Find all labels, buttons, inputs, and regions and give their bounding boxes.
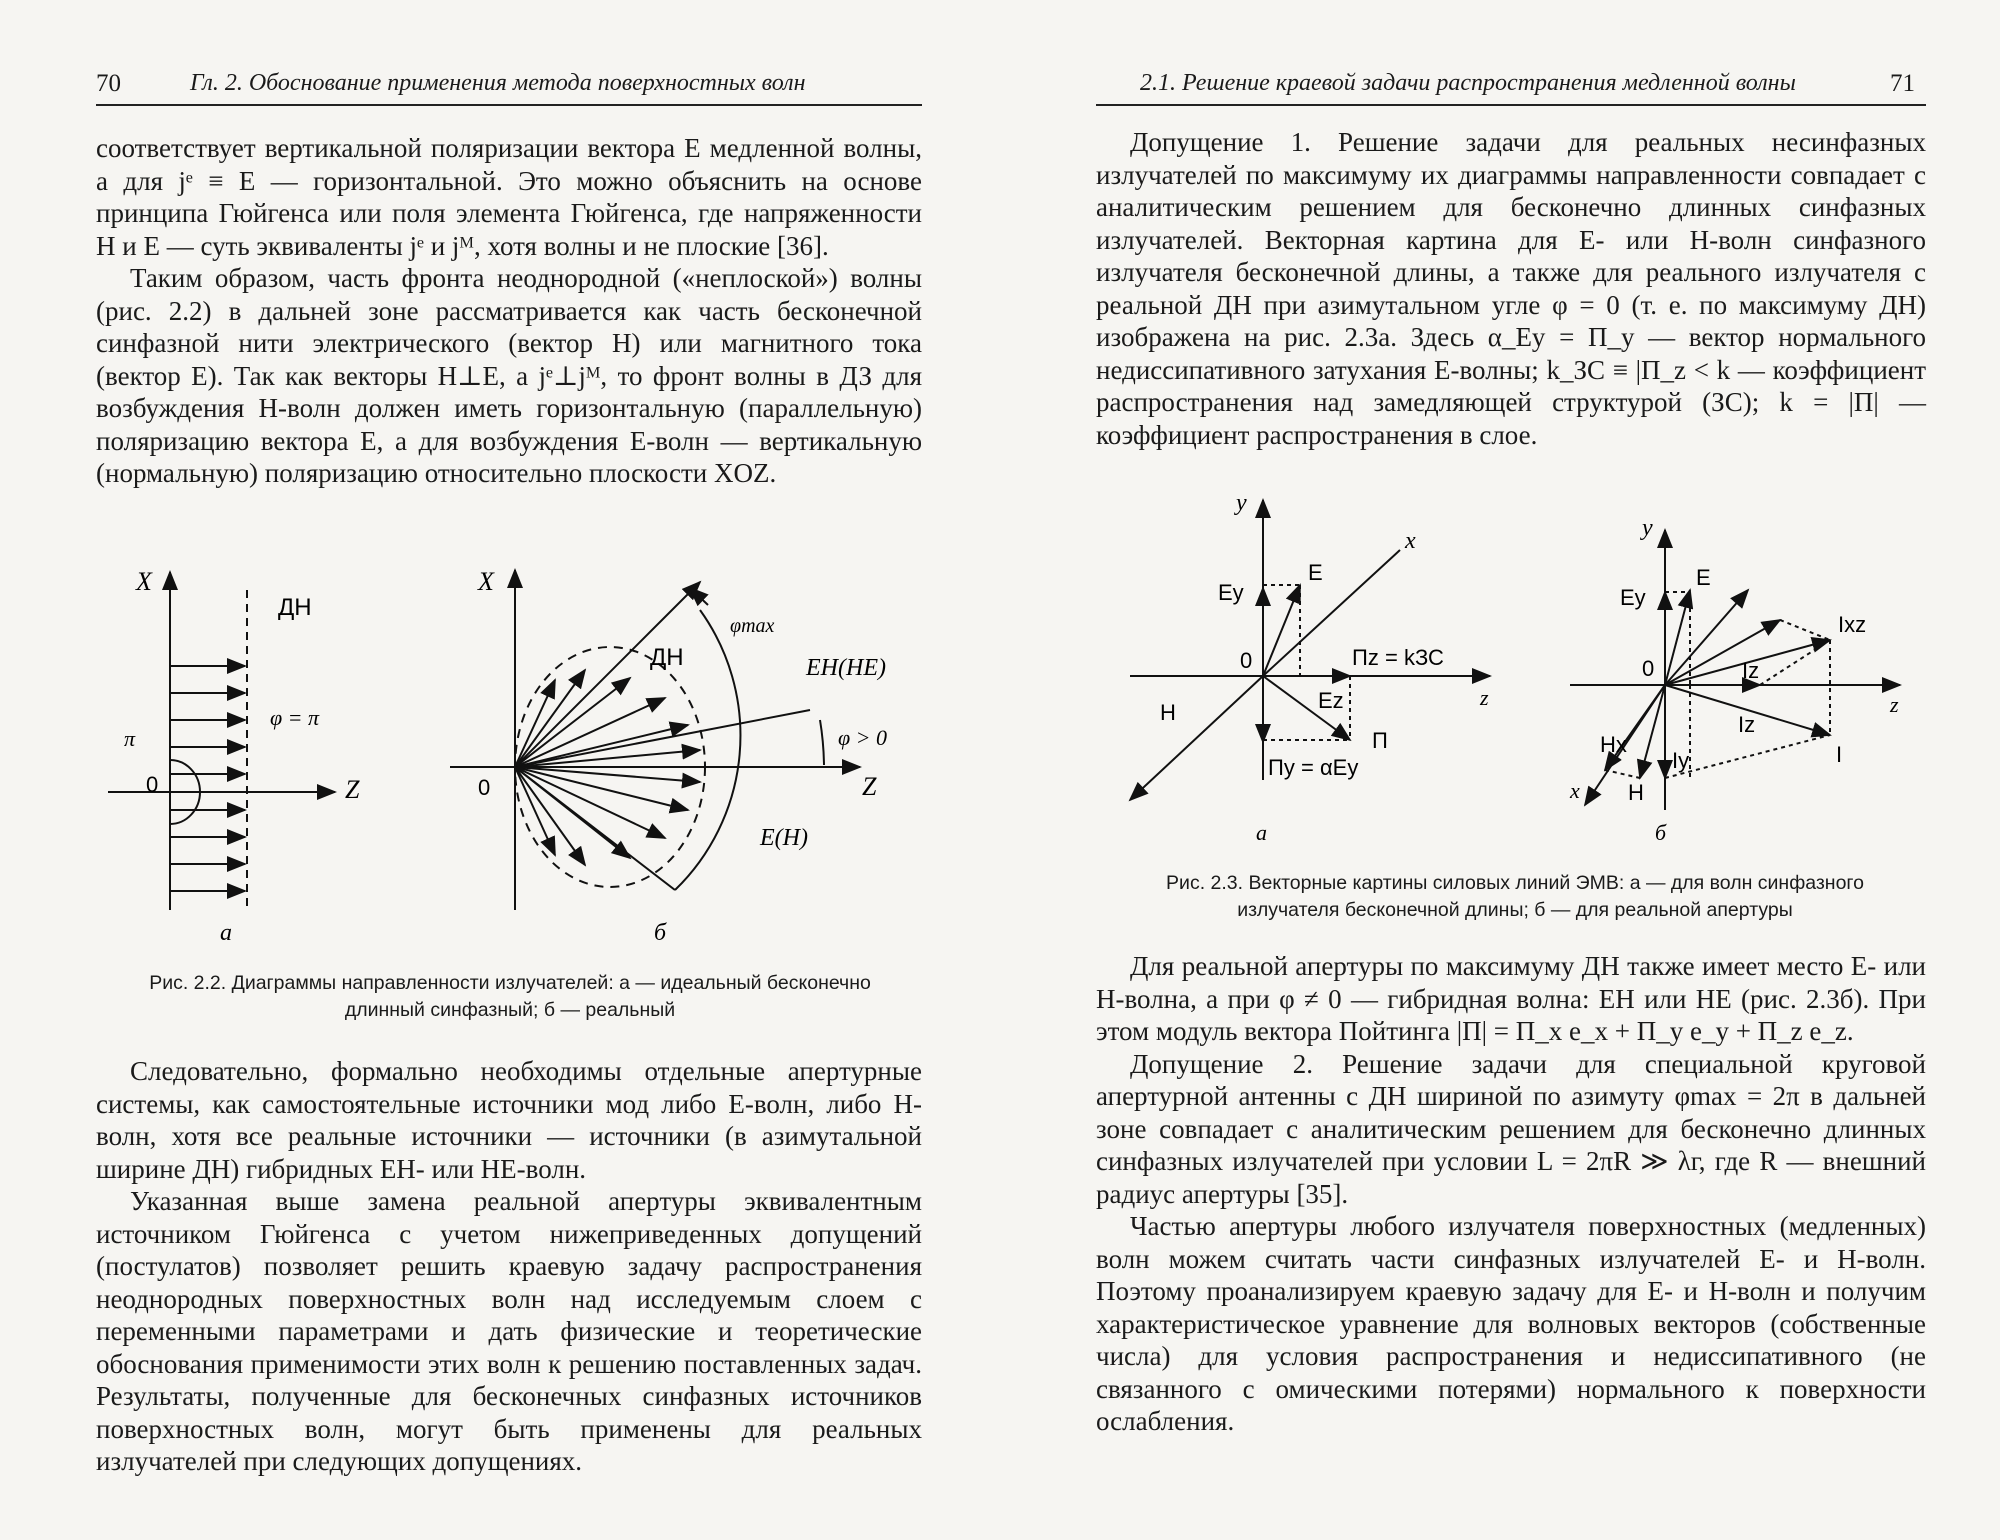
ehhe-ray [515, 710, 810, 767]
ehhe-label: EH(HE) [806, 655, 886, 681]
boundary-ray-upper [515, 582, 700, 767]
text-column-bottom [96, 1055, 922, 1478]
text-column-bottom [1096, 950, 1926, 1438]
page-number: 71 [1890, 70, 1915, 97]
eh-label: E(H) [760, 825, 808, 851]
paragraph: Частью апертуры любого излучателя поверхностных (медленных) волн можем считать части синфазных излучателей E- и H-волн. Поэтому проанализируем краевую задачу для E- и H-волн и получим характеристическое уравнение для волновых векторов (собственные числа) для условия распространения и недиссипативного (не связанного с омическими потерями) нормального к поверхности ослабления. [1096, 1211, 1926, 1436]
page-number: 70 [96, 70, 121, 97]
field-arrow [515, 680, 555, 767]
ey-label: Eу [1218, 580, 1244, 605]
hx-vector [1605, 685, 1665, 770]
paragraph: Таким образом, часть фронта неоднородной («неплоской») волны (рис. 2.2) в дальней зоне рассматривается как часть бесконечной синфазной нити электрического (вектор H) или магнитного тока (вектор E). Так как векторы H⊥E, а jᵉ⊥jᴹ, то фронт волны в ДЗ для возбуждения H-волн должен иметь горизонтальную (параллельную) поляризацию вектора E, а для возбуждения E-волн — вертикальную (нормальную) поляризацию относительно плоскости XOZ. [96, 263, 922, 488]
figure-caption [80, 970, 940, 1024]
figure-2-2-panel-b [450, 570, 860, 910]
iz-label: Iz [1742, 658, 1760, 683]
piz-label: Πz = kЗС [1352, 645, 1444, 670]
subfigure-label: б [654, 920, 667, 946]
origin-label: 0 [478, 775, 491, 800]
phimax-arc [675, 610, 740, 890]
running-header: Гл. 2. Обоснование применения метода поверхностных волн [190, 70, 806, 96]
y-axis-label: y [1642, 515, 1653, 541]
pi-label: π [124, 726, 136, 751]
dotted-guide [1780, 620, 1830, 640]
ixz-helper [1665, 620, 1780, 685]
h-label: H [1160, 700, 1176, 725]
caption-line: длинный синфазный; б — реальный [344, 999, 676, 1021]
e-label: E [1696, 565, 1711, 590]
paragraph: соответствует вертикальной поляризации вектора E медленной волны, а для jᵉ ≡ E — горизонтальной. Это можно объяснить на основе принципа Гюйгенса или поля элемента Гюйгенса, где напряженности H и E — суть эквиваленты jᵉ и jᴹ, хотя волны и не плоские [36]. [96, 133, 922, 261]
dn-label: ДН [650, 644, 684, 671]
paragraph: Допущение 1. Решение задачи для реальных несинфазных излучателей по максимуму их диаграммы направленности совпадает с аналитическим решением для бесконечно длинных синфазных излучателей. Векторная картина для E- или H-волн синфазного излучателя бесконечной длины, а также для реального излучателя с реальной ДН при азимутальном угле φ = 0 (т. е. по максимуму ДН) изображена на рис. 2.3а. Здесь α_Ey = Π_y — вектор нормального недиссипативного затухания E-волны; k_ЗС ≡ |Π_z < k — коэффициент распространения над замедляющей структурой (ЗС); k = |Π| — коэффициент распространения в слое. [1096, 127, 1926, 450]
caption-line: Рис. 2.2. Диаграммы направленности излучателей: а — идеальный бесконечно [149, 972, 871, 994]
figure-2-2 [0, 560, 1000, 980]
z-axis-label: Z [862, 772, 877, 801]
paragraph: Указанная выше замена реальной апертуры эквивалентным источником Гюйгенса с учетом нижеприведенных допущений (постулатов) позволяет решить краевую задачу распространения неоднородных поверхностных волн над исследуемым слоем с переменными параметрами и дать физические и теоретические обоснования применимости этих волн к решению поставленных задач. Результаты, полученные для бесконечных синфазных источников поверхностных волн, могут быть применены для реальных излучателей при следующих допущениях. [96, 1186, 922, 1476]
ey-label: Eу [1620, 585, 1646, 610]
x-axis-label: x [1405, 528, 1416, 554]
paragraph: Для реальной апертуры по максимуму ДН также имеет место E- или H-волна, а при φ ≠ 0 — гибридная волна: EH или HE (рис. 2.3б). При этом модуль вектора Пойтинга |Π| = Π_x e_x + Π_y e_y + Π_z e_z. [1096, 951, 1926, 1046]
y-axis-label: y [1236, 490, 1247, 516]
ixz-label: Ixz [1838, 612, 1867, 637]
figure-2-3-panel-b [1570, 530, 1900, 810]
h-label: H [1628, 780, 1644, 805]
h-vector [1640, 685, 1665, 778]
x-axis-label: x [1570, 778, 1580, 803]
origin-label: 0 [146, 772, 159, 797]
paragraph: Допущение 2. Решение задачи для специальной круговой апертурной антенны с ДН шириной по азимуту φmax = 2π в дальней зоне совпадает с аналитическим решением для бесконечно длинных синфазных излучателей при условии L = 2πR ≫ λг, где R — внешний радиус апертуры [35]. [1096, 1048, 1926, 1209]
z-axis-label: z [1890, 692, 1899, 717]
dn-label: ДН [278, 594, 312, 621]
dotted-guide [1760, 640, 1830, 685]
h-vector [1130, 676, 1263, 800]
x-axis-label: X [136, 567, 152, 596]
phi-label: φ = π [270, 705, 320, 730]
figure-2-3 [1000, 480, 2000, 860]
text-column-top [1096, 126, 1926, 451]
iy-label: Iy [1672, 748, 1690, 773]
z-axis-label: Z [345, 775, 360, 804]
pi-label: Π [1372, 728, 1388, 753]
hx-label: Hx [1600, 732, 1627, 757]
ez-label: Ez [1318, 688, 1344, 713]
dotted-guide [1605, 770, 1640, 778]
origin-label: 0 [1642, 656, 1655, 681]
caption-line: излучателя бесконечной длины; б — для реальной апертуры [1237, 899, 1793, 921]
header-rule [1096, 104, 1926, 106]
e-label: E [1308, 560, 1323, 585]
header-rule [96, 104, 922, 106]
phimax-label: φmax [730, 615, 775, 637]
subfigure-label: а [220, 920, 232, 946]
paragraph: Следовательно, формально необходимы отдельные апертурные системы, как самостоятельные источники мод либо E-волн, либо H-волн, хотя все реальные источники — источники (в азимутальной ширине ДН) гибридных EH- или HE-волн. [96, 1056, 922, 1184]
phi-angle-arc [820, 720, 824, 765]
iz-label-2: Iz [1738, 712, 1756, 737]
x-axis-label: X [478, 567, 494, 596]
figure-2-2-panel-a [108, 572, 335, 910]
piy-label: Πy = αEy [1268, 755, 1359, 780]
e-vector [1263, 585, 1300, 676]
phi-gt-label: φ > 0 [838, 725, 888, 750]
running-header: 2.1. Решение краевой задачи распространения медленной волны [1140, 70, 1796, 96]
z-axis-label: z [1480, 685, 1489, 710]
right-page [1000, 0, 2000, 1540]
subfigure-label: а [1256, 820, 1267, 845]
phimax-arrow [690, 588, 708, 605]
text-column-top [96, 132, 922, 490]
subfigure-label: б [1655, 820, 1667, 845]
figure-caption [1080, 870, 1950, 924]
i-label: I [1836, 742, 1843, 767]
caption-line: Рис. 2.3. Векторные картины силовых линий ЭМВ: а — для волн синфазного [1166, 872, 1864, 894]
field-arrow [515, 750, 700, 767]
origin-label: 0 [1240, 648, 1253, 673]
